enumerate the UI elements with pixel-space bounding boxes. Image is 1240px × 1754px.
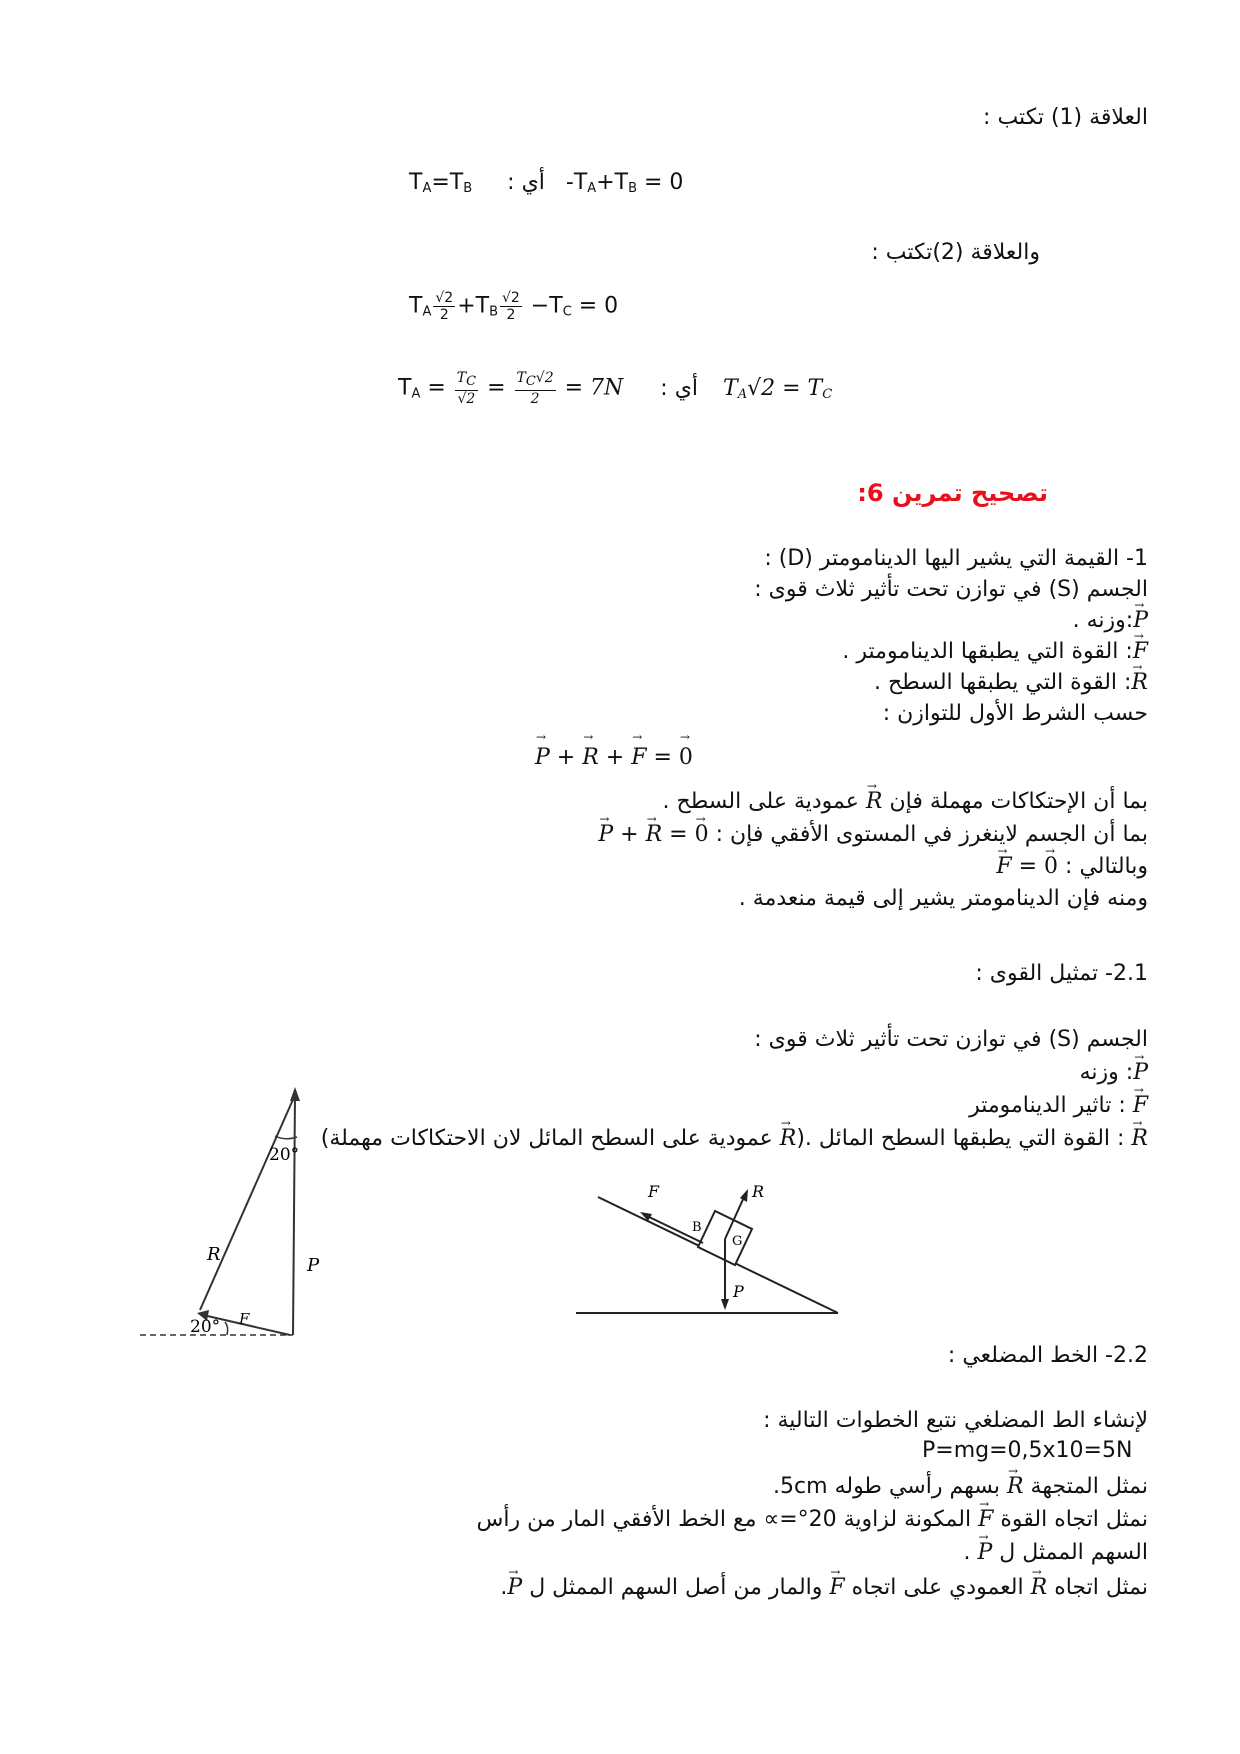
polygon-p	[293, 1095, 295, 1335]
equation-2: $T_A$ $\frac{√2}{2}$ $+T_B$ $\frac{√2}{2}$ $-T_C = 0$	[409, 290, 619, 323]
step3: نمثل اتجاه → R العمودي على اتجاه → F والمار من أصل السهم الممثل ل → P.	[500, 1572, 1148, 1603]
step2-cont: السهم الممثل ل → P .	[963, 1537, 1148, 1568]
eq-vector-sum: → P + → R + → F = → 0	[535, 745, 693, 770]
poly-label-p: P	[307, 1255, 320, 1276]
angle-top: 20°	[269, 1145, 300, 1165]
label-f: F	[648, 1182, 660, 1201]
eq3-alt: $T_A√2 = T_C$	[723, 375, 833, 402]
equation-1	[409, 170, 683, 196]
step1: نمثل المتجهة → R بسهم رأسي طوله 5cm.	[773, 1471, 1148, 1502]
q1-body: الجسم (S) في توازن تحت تأثير ثلاث قوى :	[754, 577, 1148, 602]
therefore-line: وبالتالي : → F = → 0	[996, 851, 1148, 882]
force-r-line: → R: القوة التي يطبقها السطح .	[874, 667, 1148, 698]
poly-label-r: R	[207, 1244, 221, 1265]
ay-word-2: : أي	[660, 375, 699, 401]
eq1-right: $-T_A+T_B = 0$	[565, 170, 684, 196]
relation2-label: والعلاقة (2)تكتب :	[871, 240, 1040, 265]
force-p-line: → P:وزنه .	[1073, 605, 1148, 636]
label-r: R	[752, 1182, 765, 1201]
vec-f: → F	[1133, 636, 1148, 667]
force-f-line: → F: القوة التي يطبقها الدينامومتر .	[842, 636, 1148, 667]
q21-p-line: → P: وزنه	[1080, 1057, 1148, 1088]
q21-heading: 2.1- تمثيل القوى :	[975, 961, 1148, 986]
no-sink-line: بما أن الجسم لاينغرز في المستوى الأفقي فإن : → P + → R = → 0	[598, 819, 1148, 850]
label-b: B	[692, 1220, 702, 1235]
polygon-r	[200, 1095, 295, 1310]
vec-r: → R	[1131, 667, 1148, 698]
equilibrium-condition: حسب الشرط الأول للتوازن :	[882, 701, 1148, 726]
step2: نمثل اتجاه القوة → F المكونة لزاوية 20°=∝ مع الخط الأفقي المار من رأس	[477, 1504, 1149, 1535]
weight-calc: P=mg=0,5x10=5N	[922, 1438, 1133, 1463]
relation1-label: العلاقة (1) تكتب :	[983, 105, 1148, 130]
label-p: P	[733, 1282, 744, 1301]
label-g: G	[732, 1234, 743, 1249]
equation-3: $T_A$ = $\frac{T_C}{√2}$ = $\frac{T_C√2}{2}$ = 7N : أي $T_A√2 = T_C$	[398, 370, 833, 407]
poly-label-f: F	[239, 1310, 250, 1328]
q22-intro: لإنشاء الط المضلغي نتبع الخطوات التالية :	[763, 1408, 1148, 1433]
q22-heading: 2.2- الخط المضلعي :	[947, 1343, 1148, 1368]
conclusion: ومنه فإن الدينامومتر يشير إلى قيمة منعدمة .	[738, 886, 1148, 911]
incline-figure	[570, 1175, 850, 1320]
q1-heading: 1- القيمة التي يشير اليها الدينامومتر (D) :	[764, 546, 1148, 571]
ay-word: : أي	[507, 170, 545, 195]
q21-f-line: → F : تاثير الدينامومتر	[969, 1090, 1148, 1121]
q21-r-line: → R : القوة التي يطبقها السطح المائل .(→ R عمودية على السطح المائل لان الاحتكاكات مهملة)	[321, 1123, 1148, 1154]
force-polygon-figure	[135, 1075, 335, 1380]
angle-bottom: 20°	[190, 1317, 221, 1337]
eq1-left: $T_A=T_B$	[409, 170, 473, 196]
vec-p: → P	[1133, 605, 1148, 636]
friction-line: بما أن الإحتكاكات مهملة فإن → R عمودية على السطح .	[663, 786, 1148, 817]
exercise6-title: تصحيح تمرين 6:	[857, 479, 1048, 507]
q21-body: الجسم (S) في توازن تحت تأثير ثلاث قوى :	[754, 1027, 1148, 1052]
